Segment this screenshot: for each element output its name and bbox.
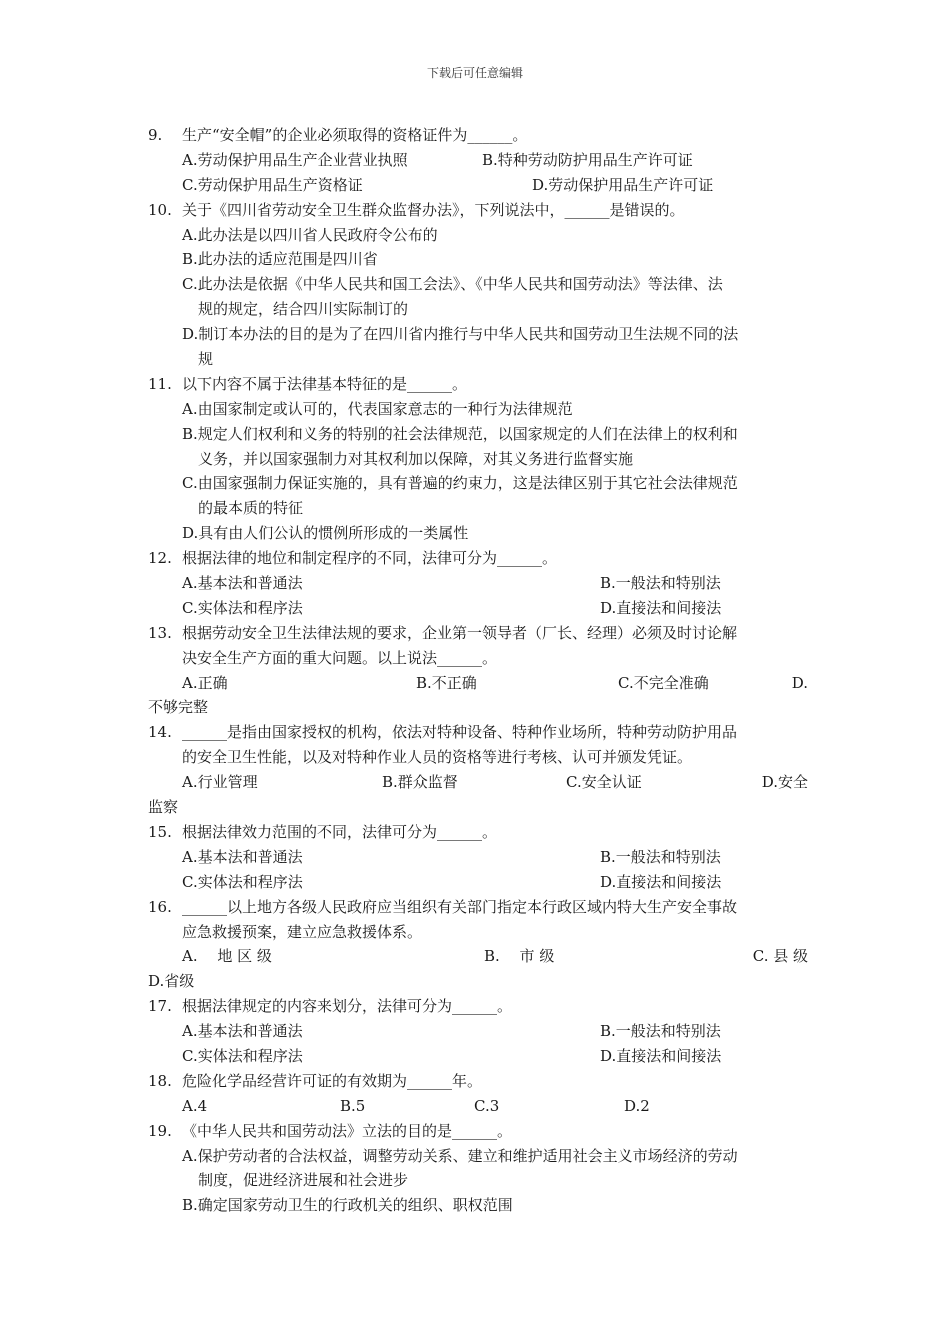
option-b: B. 市 级 (484, 947, 555, 966)
option-c: C.实体法和程序法 (182, 872, 303, 891)
question-stem: 《中华人民共和国劳动法》立法的目的是______。 (182, 1121, 513, 1140)
option-b-continued: 义务，并以国家强制力对其权利加以保障，对其义务进行监督实施 (198, 449, 634, 468)
question-number: 19. (148, 1121, 172, 1140)
option-a: A.基本法和普通法 (182, 1022, 303, 1041)
option-a: A.基本法和普通法 (182, 574, 303, 593)
question-stem-continued: 决安全生产方面的重大问题。以上说法______。 (182, 648, 498, 667)
question-stem: 关于《四川省劳动安全卫生群众监督办法》，下列说法中，______是错误的。 (182, 200, 685, 219)
question-10 (148, 198, 808, 223)
option-c: C.此办法是依据《中华人民共和国工会法》、《中华人民共和国劳动法》等法律、法 (182, 275, 723, 294)
question-14 (148, 720, 808, 745)
option-a: A. 地 区 级 (182, 947, 272, 966)
option-b: B.5 (340, 1096, 366, 1115)
option-d: D. (791, 673, 808, 692)
option-d-continued: 规 (198, 350, 214, 369)
question-number: 13. (148, 623, 172, 642)
option-d: D.直接法和间接法 (600, 598, 722, 617)
option-b: B.特种劳动防护用品生产许可证 (482, 150, 693, 169)
option-c: C.实体法和程序法 (182, 1046, 303, 1065)
option-c: C.实体法和程序法 (182, 598, 303, 617)
option-a: A.由国家制定或认可的，代表国家意志的一种行为法律规范 (182, 399, 573, 418)
question-number: 10. (148, 200, 172, 219)
question-15 (148, 820, 808, 845)
question-number: 9. (148, 126, 163, 144)
question-13 (148, 621, 808, 646)
option-d: D.劳动保护用品生产许可证 (532, 175, 714, 194)
option-c: C.劳动保护用品生产资格证 (182, 175, 363, 194)
question-stem: 根据法律规定的内容来划分，法律可分为______。 (182, 997, 513, 1016)
question-number: 11. (148, 374, 172, 393)
option-d: D.安全 (761, 773, 808, 792)
option-c: C.3 (474, 1096, 500, 1115)
option-b: B.不正确 (416, 673, 477, 692)
option-a: A.此办法是以四川省人民政府令公布的 (182, 225, 438, 244)
question-16 (148, 895, 808, 920)
option-c: C.不完全准确 (618, 673, 709, 692)
question-list (148, 123, 808, 1218)
question-18 (148, 1069, 808, 1094)
option-a: A.基本法和普通法 (182, 847, 303, 866)
question-number: 16. (148, 897, 172, 916)
option-b: B.一般法和特别法 (600, 847, 721, 866)
question-stem-continued: 应急救援预案，建立应急救援体系。 (182, 922, 423, 941)
option-b: B.群众监督 (382, 773, 458, 792)
question-9 (148, 123, 808, 148)
option-c: C.安全认证 (566, 773, 642, 792)
question-stem: 根据劳动安全卫生法律法规的要求，企业第一领导者（厂长、经理）必须及时讨论解 (182, 623, 738, 642)
question-number: 17. (148, 997, 172, 1016)
option-c-continued: 的最本质的特征 (198, 499, 304, 518)
question-number: 18. (148, 1071, 172, 1090)
option-c-continued: 规的规定，结合四川实际制订的 (198, 300, 409, 319)
option-d: D.直接法和间接法 (600, 872, 722, 891)
option-b: B.确定国家劳动卫生的行政机关的组织、职权范围 (182, 1196, 513, 1215)
option-b: B.此办法的适应范围是四川省 (182, 250, 378, 269)
question-11 (148, 372, 808, 397)
question-number: 14. (148, 723, 172, 742)
option-a-continued: 制度，促进经济进展和社会进步 (198, 1171, 409, 1190)
option-d: D.省级 (148, 972, 195, 991)
question-12 (148, 546, 808, 571)
option-c: C.由国家强制力保证实施的，具有普遍的约束力，这是法律区别于其它社会法律规范 (182, 474, 738, 493)
question-stem: ______以上地方各级人民政府应当组织有关部门指定本行政区域内特大生产安全事故 (182, 897, 738, 916)
option-b: B.一般法和特别法 (600, 1022, 721, 1041)
question-stem: 以下内容不属于法律基本特征的是______。 (182, 374, 468, 393)
question-stem: 根据法律的地位和制定程序的不同，法律可分为______。 (182, 549, 558, 568)
question-stem: 生产“安全帽”的企业必须取得的资格证件为______。 (182, 126, 528, 144)
question-stem: 根据法律效力范围的不同，法律可分为______。 (182, 822, 498, 841)
question-number: 12. (148, 549, 172, 568)
option-a: A.行业管理 (182, 773, 258, 792)
option-c: C. 县 级 (752, 947, 808, 966)
option-d: D.制订本办法的目的是为了在四川省内推行与中华人民共和国劳动卫生法规不同的法 (182, 325, 739, 344)
option-a: A.劳动保护用品生产企业营业执照 (182, 150, 408, 169)
page-header: 下载后可任意编辑 (426, 66, 523, 80)
option-b: B.一般法和特别法 (600, 574, 721, 593)
option-d-continued: 监察 (148, 798, 179, 817)
option-b: B.规定人们权利和义务的特别的社会法律规范，以国家规定的人们在法律上的权利和 (182, 424, 738, 443)
option-d: D.直接法和间接法 (600, 1046, 722, 1065)
question-17 (148, 994, 808, 1019)
option-a: A.4 (182, 1096, 208, 1115)
option-a: A.保护劳动者的合法权益，调整劳动关系、建立和维护适用社会主义市场经济的劳动 (182, 1146, 738, 1165)
question-number: 15. (148, 822, 172, 841)
question-stem: 危险化学品经营许可证的有效期为______年。 (182, 1071, 483, 1090)
option-a: A.正确 (182, 673, 228, 692)
option-d-continued: 不够完整 (148, 698, 209, 717)
option-d: D.具有由人们公认的惯例所形成的一类属性 (182, 524, 469, 543)
question-stem: ______是指由国家授权的机构，依法对特种设备、特种作业场所，特种劳动防护用品 (182, 723, 738, 742)
question-stem-continued: 的安全卫生性能，以及对特种作业人员的资格等进行考核、认可并颁发凭证。 (182, 748, 693, 767)
option-d: D.2 (624, 1096, 650, 1115)
question-19 (148, 1119, 808, 1144)
